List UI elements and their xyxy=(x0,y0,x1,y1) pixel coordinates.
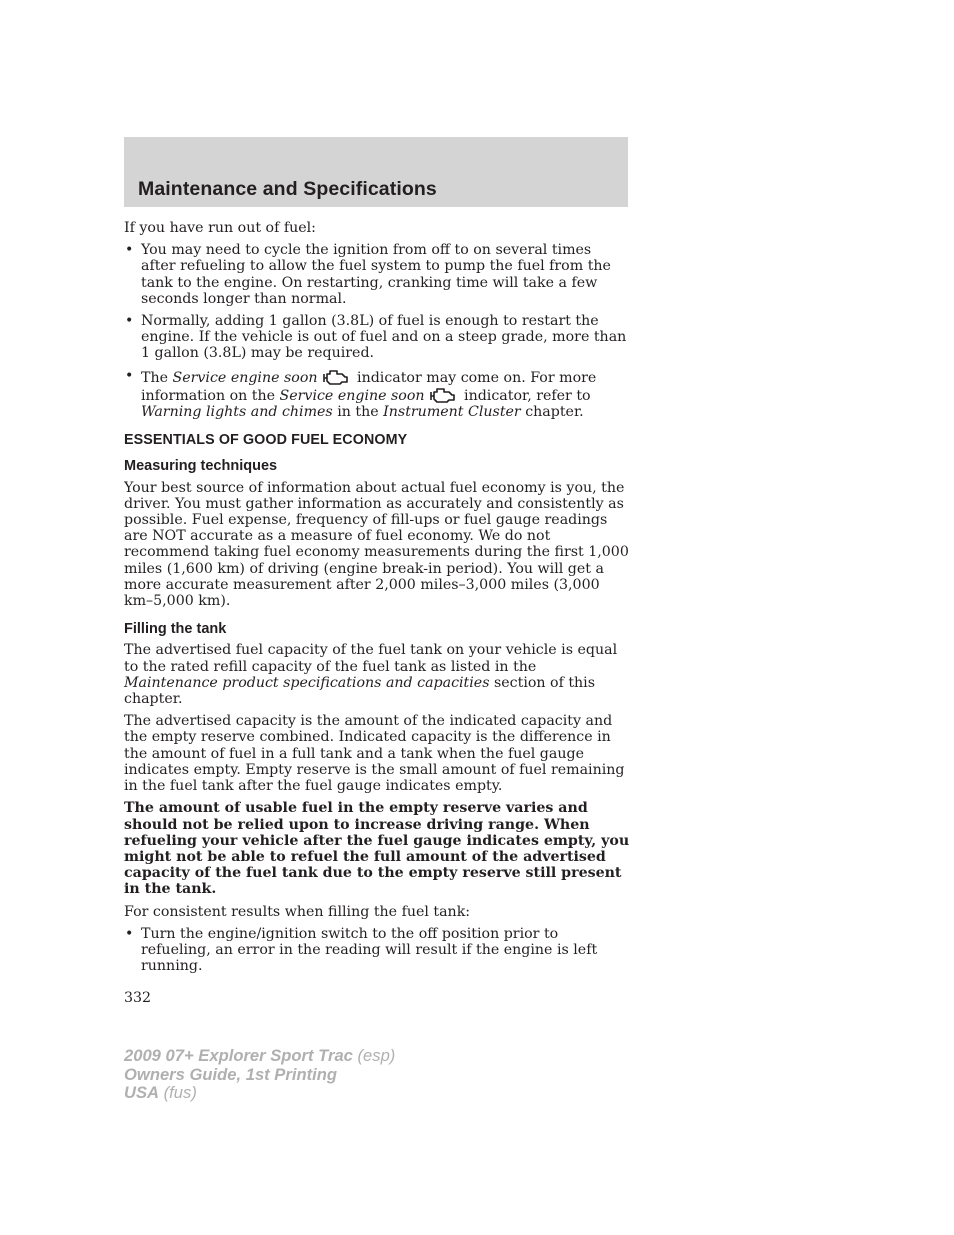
maintenance-specs-link-text: Maintenance product specifications and capacities xyxy=(124,674,490,691)
footer-line-1 xyxy=(124,1047,395,1066)
text: The advertised fuel capacity of the fuel tank on your vehicle is equal to the rated refill capacity of the fuel tank as listed in the xyxy=(124,642,618,675)
text: in the xyxy=(332,404,384,421)
text: indicator may come on. For more information on the xyxy=(141,369,597,404)
footer-market: USA xyxy=(124,1083,160,1102)
footer-line-2 xyxy=(124,1066,395,1085)
text: The xyxy=(141,369,173,386)
list-item: • Normally, adding 1 gallon (3.8L) of fuel is enough to restart the engine. If the vehicle is out of fuel and on a steep grade, more than 1 gallon (3.8L) may be required. xyxy=(124,313,630,362)
footer-model: 2009 07+ Explorer Sport Trac xyxy=(124,1046,353,1065)
warning-lights-link-text: Warning lights and chimes xyxy=(141,404,333,421)
footer-market-code: (fus) xyxy=(159,1083,197,1102)
engine-icon xyxy=(321,368,349,386)
page-title: Maintenance and Specifications xyxy=(138,178,437,200)
filling-list xyxy=(124,926,630,975)
text: indicator, refer to xyxy=(459,387,591,404)
intro-text: If you have run out of fuel: xyxy=(124,220,316,236)
header-band xyxy=(124,137,628,207)
section-heading: ESSENTIALS OF GOOD FUEL ECONOMY xyxy=(124,432,408,449)
footer-guide: Owners Guide, 1st Printing xyxy=(124,1064,337,1084)
engine-icon xyxy=(428,386,456,404)
page-number: 332 xyxy=(124,990,152,1007)
service-engine-soon-term: Service engine soon xyxy=(172,369,318,386)
footer-model-code: (esp) xyxy=(352,1046,396,1065)
subheading-measuring: Measuring techniques xyxy=(124,458,278,475)
content xyxy=(124,220,630,1007)
service-engine-soon-term: Service engine soon xyxy=(279,387,425,404)
filling-paragraph-3: For consistent results when filling the fuel tank: xyxy=(124,903,471,920)
footer-line-3 xyxy=(124,1084,395,1103)
list-item: • Turn the engine/ignition switch to the off position prior to refueling, an error in the reading will result if the engine is left running. xyxy=(124,926,630,975)
list-item xyxy=(124,368,630,421)
subheading-filling: Filling the tank xyxy=(124,621,227,638)
measuring-body: Your best source of information about actual fuel economy is you, the driver. You must gather information as accurately and consistently as possible. Fuel expense, frequency of fill-ups or fuel gauge readings are NOT accurate as a measure of fuel economy. We do not recommend taking fuel economy measurements during the first 1,000 miles (1,600 km) of driving (engine break-in period). You will get a more accurate measurement after 2,000 miles–3,000 miles (3,000 km–5,000 km). xyxy=(124,479,629,610)
fuel-out-list xyxy=(124,242,630,420)
footer xyxy=(124,1047,395,1103)
warning-paragraph: The amount of usable fuel in the empty reserve varies and should not be relied upon to increase driving range. When refueling your vehicle after the fuel gauge indicates empty, you might not be able to refuel the full amount of the advertised capacity of the fuel tank due to the empty reserve still present in the tank. xyxy=(124,800,630,898)
instrument-cluster-link-text: Instrument Cluster xyxy=(383,404,521,421)
filling-paragraph-1 xyxy=(124,642,630,707)
text: chapter. xyxy=(520,404,584,421)
list-item: • You may need to cycle the ignition from off to on several times after refueling to allow the fuel system to pump the fuel from the tank to the engine. On restarting, cranking time will take a few seconds longer than normal. xyxy=(124,242,630,307)
text: section of this chapter. xyxy=(124,674,596,708)
filling-paragraph-2: The advertised capacity is the amount of the indicated capacity and the empty reserve combined. Indicated capacity is the difference in the amount of fuel in a full tank and a tank when the fuel gauge indicates empty. Empty reserve is the small amount of fuel remaining in the fuel tank after the fuel gauge indicates empty. xyxy=(124,713,625,795)
